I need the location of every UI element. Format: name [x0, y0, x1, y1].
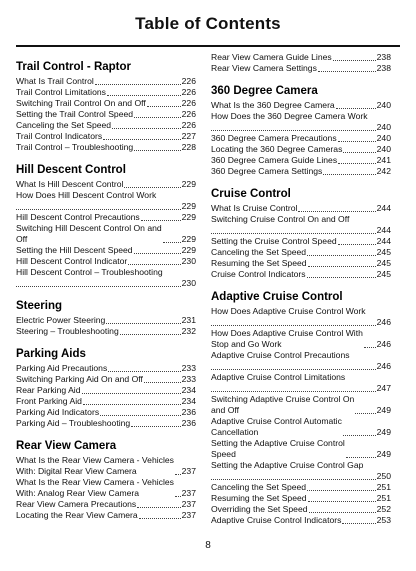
page-title: Table of Contents [135, 14, 281, 33]
entry-page-number: 251 [376, 493, 391, 503]
toc-entry[interactable] [211, 214, 391, 236]
dot-leader [175, 473, 181, 475]
entry-page-number: 237 [181, 488, 196, 498]
entry-page-number: 240 [376, 122, 391, 132]
entry-page-number: 226 [181, 109, 196, 119]
entry-title: Resuming the Set Speed [211, 258, 307, 268]
toc-entry[interactable] [16, 477, 196, 499]
dot-leader [134, 149, 180, 151]
entry-page-number: 233 [181, 363, 196, 373]
entry-title: How Does Adaptive Cruise Control With Stop and Go Work [211, 328, 363, 349]
toc-entry[interactable] [16, 256, 196, 267]
entry-title: Parking Aid Precautions [16, 363, 108, 373]
toc-right-column [211, 52, 391, 526]
toc-entry[interactable] [16, 223, 196, 245]
entry-page-number: 242 [376, 166, 391, 176]
toc-entry[interactable] [211, 155, 391, 166]
entry-page-number: 252 [376, 504, 391, 514]
toc-entry[interactable] [16, 418, 196, 429]
entry-page-number: 244 [376, 203, 391, 213]
dot-leader [343, 434, 376, 436]
entry-title: 360 Degree Camera Settings [211, 166, 323, 176]
dot-leader [163, 241, 181, 243]
toc-entry[interactable] [211, 493, 391, 504]
dot-leader [83, 403, 181, 405]
entry-title: Switching Cruise Control On and Off [211, 214, 350, 224]
dot-leader [307, 276, 376, 278]
entry-title: Setting the Hill Descent Speed [16, 245, 133, 255]
entry-page-number: 244 [376, 225, 391, 235]
entry-page-number: 249 [376, 405, 391, 415]
entry-page-number: 237 [181, 510, 196, 520]
toc-entry[interactable] [211, 460, 391, 482]
toc-entry[interactable] [211, 52, 391, 63]
toc-entry[interactable] [16, 131, 196, 142]
dot-leader [100, 414, 181, 416]
entry-title: How Does the 360 Degree Camera Work [211, 111, 368, 121]
toc-section-hill-descent-control [16, 163, 196, 289]
toc-entry[interactable] [16, 267, 196, 289]
entry-page-number: 234 [181, 396, 196, 406]
entry-page-number: 237 [181, 499, 196, 509]
toc-entry[interactable] [211, 166, 391, 177]
dot-leader [107, 94, 181, 96]
entry-title: Rear Parking Aid [16, 385, 81, 395]
entry-title: Locating the 360 Degree Cameras [211, 144, 343, 154]
entry-page-number: 226 [181, 120, 196, 130]
entry-page-number: 229 [181, 179, 196, 189]
toc-section-steering [16, 299, 196, 337]
entry-title: Switching Parking Aid On and Off [16, 374, 143, 384]
entry-title: Rear View Camera Precautions [16, 499, 137, 509]
dot-leader [134, 252, 181, 254]
dot-leader [308, 500, 376, 502]
entry-title: Adaptive Cruise Control Automatic Cancellation [211, 416, 342, 437]
toc-entry[interactable] [211, 269, 391, 280]
entry-title: Front Parking Aid [16, 396, 82, 406]
dot-leader [16, 208, 181, 210]
entry-page-number: 240 [376, 144, 391, 154]
toc-section-parking-aids [16, 347, 196, 429]
entry-title: Trail Control – Troubleshooting [16, 142, 134, 152]
section-heading: Trail Control - Raptor [16, 61, 131, 73]
toc-entry[interactable] [211, 133, 391, 144]
entry-page-number: 233 [181, 374, 196, 384]
toc-entry[interactable] [16, 374, 196, 385]
toc-entry[interactable] [16, 87, 196, 98]
entry-title: What Is the 360 Degree Camera [211, 100, 335, 110]
toc-section-rear-view-camera [16, 439, 196, 521]
dot-leader [211, 390, 376, 392]
entry-title: Setting the Trail Control Speed [16, 109, 134, 119]
dot-leader [343, 151, 375, 153]
toc-entry[interactable] [211, 394, 391, 416]
entry-title: Hill Descent Control Precautions [16, 212, 140, 222]
dot-leader [134, 116, 181, 118]
entry-title: Cruise Control Indicators [211, 269, 306, 279]
dot-leader [338, 140, 376, 142]
entry-page-number: 230 [181, 256, 196, 266]
toc-entry[interactable] [16, 98, 196, 109]
toc-entry[interactable] [211, 438, 391, 460]
entry-title: How Does Adaptive Cruise Control Work [211, 306, 366, 316]
toc-entry[interactable] [211, 247, 391, 258]
entry-page-number: 240 [376, 100, 391, 110]
entry-title: Switching Hill Descent Control On and Off [16, 223, 162, 244]
section-heading: Hill Descent Control [16, 164, 126, 176]
entry-title: How Does Hill Descent Control Work [16, 190, 157, 200]
dot-leader [108, 370, 180, 372]
toc-entry[interactable] [16, 363, 196, 374]
entry-title: Hill Descent Control Indicator [16, 256, 128, 266]
dot-leader [128, 263, 180, 265]
toc-entry[interactable] [211, 515, 391, 526]
dot-leader [309, 511, 376, 513]
toc-entry[interactable] [16, 190, 196, 212]
entry-page-number: 253 [376, 515, 391, 525]
toc-entry[interactable] [211, 504, 391, 515]
entry-title: Setting the Adaptive Cruise Control Speed [211, 438, 345, 459]
dot-leader [308, 265, 376, 267]
toc-entry[interactable] [211, 111, 391, 133]
entry-page-number: 245 [376, 247, 391, 257]
entry-page-number: 229 [181, 234, 196, 244]
dot-leader [16, 285, 181, 287]
toc-entry[interactable] [16, 212, 196, 223]
toc-entry[interactable] [16, 407, 196, 418]
entry-title: Adaptive Cruise Control Limitations [211, 372, 346, 382]
toc-entry[interactable] [211, 482, 391, 493]
title-divider [16, 45, 400, 47]
toc-entry[interactable] [16, 455, 196, 477]
dot-leader [211, 232, 376, 234]
dot-leader [175, 495, 181, 497]
dot-leader [82, 392, 181, 394]
entry-page-number: 246 [376, 317, 391, 327]
entry-page-number: 238 [376, 52, 391, 62]
dot-leader [147, 105, 181, 107]
dot-leader [144, 381, 181, 383]
dot-leader [307, 254, 376, 256]
dot-leader [346, 456, 376, 458]
entry-title: Adaptive Cruise Control Indicators [211, 515, 342, 525]
dot-leader [364, 346, 376, 348]
toc-section-continued [211, 52, 391, 74]
entry-title: Canceling the Set Speed [211, 247, 307, 257]
toc-entry[interactable] [16, 76, 196, 87]
entry-page-number: 246 [376, 361, 391, 371]
dot-leader [336, 107, 376, 109]
dot-leader [211, 478, 376, 480]
dot-leader [211, 324, 376, 326]
entry-page-number: 245 [376, 258, 391, 268]
toc-section-360-degree-camera [211, 84, 391, 177]
page-number: 8 [205, 540, 211, 551]
entry-title: Resuming the Set Speed [211, 493, 307, 503]
toc-entry[interactable] [16, 245, 196, 256]
entry-title: 360 Degree Camera Precautions [211, 133, 337, 143]
entry-page-number: 234 [181, 385, 196, 395]
entry-page-number: 229 [181, 212, 196, 222]
entry-title: Setting the Adaptive Cruise Control Gap [211, 460, 364, 470]
toc-entry[interactable] [211, 328, 391, 350]
toc-section-trail-control-raptor [16, 60, 196, 153]
entry-page-number: 230 [181, 278, 196, 288]
dot-leader [211, 368, 376, 370]
entry-page-number: 244 [376, 236, 391, 246]
toc-entry[interactable] [211, 306, 391, 328]
entry-page-number: 226 [181, 98, 196, 108]
toc-entry[interactable] [16, 120, 196, 131]
entry-title: Switching Trail Control On and Off [16, 98, 146, 108]
toc-entry[interactable] [211, 372, 391, 394]
dot-leader [342, 522, 375, 524]
dot-leader [318, 70, 376, 72]
toc-entry[interactable] [16, 396, 196, 407]
entry-title: What Is Cruise Control [211, 203, 298, 213]
dot-leader [333, 59, 376, 61]
dot-leader [124, 186, 180, 188]
entry-title: Locating the Rear View Camera [16, 510, 138, 520]
entry-title: Hill Descent Control – Troubleshooting [16, 267, 163, 277]
entry-page-number: 236 [181, 407, 196, 417]
toc-entry[interactable] [16, 142, 196, 153]
toc-entry[interactable] [16, 510, 196, 521]
section-heading: Rear View Camera [16, 440, 117, 452]
entry-title: Canceling the Set Speed [211, 482, 307, 492]
entry-page-number: 236 [181, 418, 196, 428]
toc-entry[interactable] [211, 350, 391, 372]
toc-entry[interactable] [16, 385, 196, 396]
toc-section-cruise-control [211, 187, 391, 280]
entry-title: Trail Control Limitations [16, 87, 106, 97]
entry-title: Parking Aid – Troubleshooting [16, 418, 131, 428]
toc-entry[interactable] [16, 499, 196, 510]
dot-leader [112, 127, 181, 129]
entry-page-number: 232 [181, 326, 196, 336]
entry-title: What Is the Rear View Camera - Vehicles With: Analog Rear View Camera [16, 477, 174, 498]
entry-title: 360 Degree Camera Guide Lines [211, 155, 338, 165]
entry-page-number: 247 [376, 383, 391, 393]
entry-title: What Is Trail Control [16, 76, 94, 86]
dot-leader [95, 83, 181, 85]
entry-page-number: 249 [376, 449, 391, 459]
entry-title: Overriding the Set Speed [211, 504, 308, 514]
entry-title: Trail Control Indicators [16, 131, 103, 141]
section-heading: Adaptive Cruise Control [211, 291, 343, 303]
toc-left-column [16, 52, 196, 521]
entry-page-number: 228 [181, 142, 196, 152]
dot-leader [355, 412, 375, 414]
entry-title: Switching Adaptive Cruise Control On and Off [211, 394, 355, 415]
dot-leader [120, 333, 181, 335]
entry-page-number: 245 [376, 269, 391, 279]
dot-leader [137, 506, 180, 508]
entry-page-number: 237 [181, 466, 196, 476]
toc-entry[interactable] [211, 203, 391, 214]
toc-entry[interactable] [16, 179, 196, 190]
entry-page-number: 246 [376, 339, 391, 349]
dot-leader [211, 129, 376, 131]
entry-page-number: 227 [181, 131, 196, 141]
dot-leader [307, 489, 376, 491]
toc-entry[interactable] [211, 63, 391, 74]
section-heading: Parking Aids [16, 348, 86, 360]
toc-entry[interactable] [211, 236, 391, 247]
toc-entry[interactable] [16, 326, 196, 337]
dot-leader [103, 138, 181, 140]
entry-page-number: 250 [376, 471, 391, 481]
entry-title: Steering – Troubleshooting [16, 326, 119, 336]
dot-leader [131, 425, 180, 427]
entry-page-number: 240 [376, 133, 391, 143]
entry-page-number: 238 [376, 63, 391, 73]
dot-leader [139, 517, 181, 519]
dot-leader [141, 219, 181, 221]
entry-page-number: 251 [376, 482, 391, 492]
entry-title: Parking Aid Indicators [16, 407, 100, 417]
section-heading: Steering [16, 300, 63, 312]
entry-title: Rear View Camera Guide Lines [211, 52, 332, 62]
dot-leader [338, 162, 376, 164]
entry-page-number: 229 [181, 245, 196, 255]
dot-leader [106, 322, 180, 324]
toc-section-adaptive-cruise-control [211, 290, 391, 526]
entry-page-number: 229 [181, 201, 196, 211]
section-heading: Cruise Control [211, 188, 291, 200]
dot-leader [298, 210, 375, 212]
toc-entry[interactable] [211, 416, 391, 438]
entry-title: Canceling the Set Speed [16, 120, 112, 130]
dot-leader [338, 243, 376, 245]
entry-title: What Is Hill Descent Control [16, 179, 124, 189]
dot-leader [323, 173, 375, 175]
entry-title: Electric Power Steering [16, 315, 106, 325]
toc-entry[interactable] [211, 100, 391, 111]
entry-page-number: 226 [181, 76, 196, 86]
entry-page-number: 241 [376, 155, 391, 165]
entry-title: Adaptive Cruise Control Precautions [211, 350, 350, 360]
entry-page-number: 249 [376, 427, 391, 437]
entry-title: Rear View Camera Settings [211, 63, 317, 73]
section-heading: 360 Degree Camera [211, 85, 318, 97]
entry-page-number: 226 [181, 87, 196, 97]
entry-title: Setting the Cruise Control Speed [211, 236, 337, 246]
toc-entry[interactable] [16, 109, 196, 120]
toc-entry[interactable] [16, 315, 196, 326]
toc-entry[interactable] [211, 258, 391, 269]
toc-entry[interactable] [211, 144, 391, 155]
entry-page-number: 231 [181, 315, 196, 325]
entry-title: What Is the Rear View Camera - Vehicles With: Digital Rear View Camera [16, 455, 174, 476]
